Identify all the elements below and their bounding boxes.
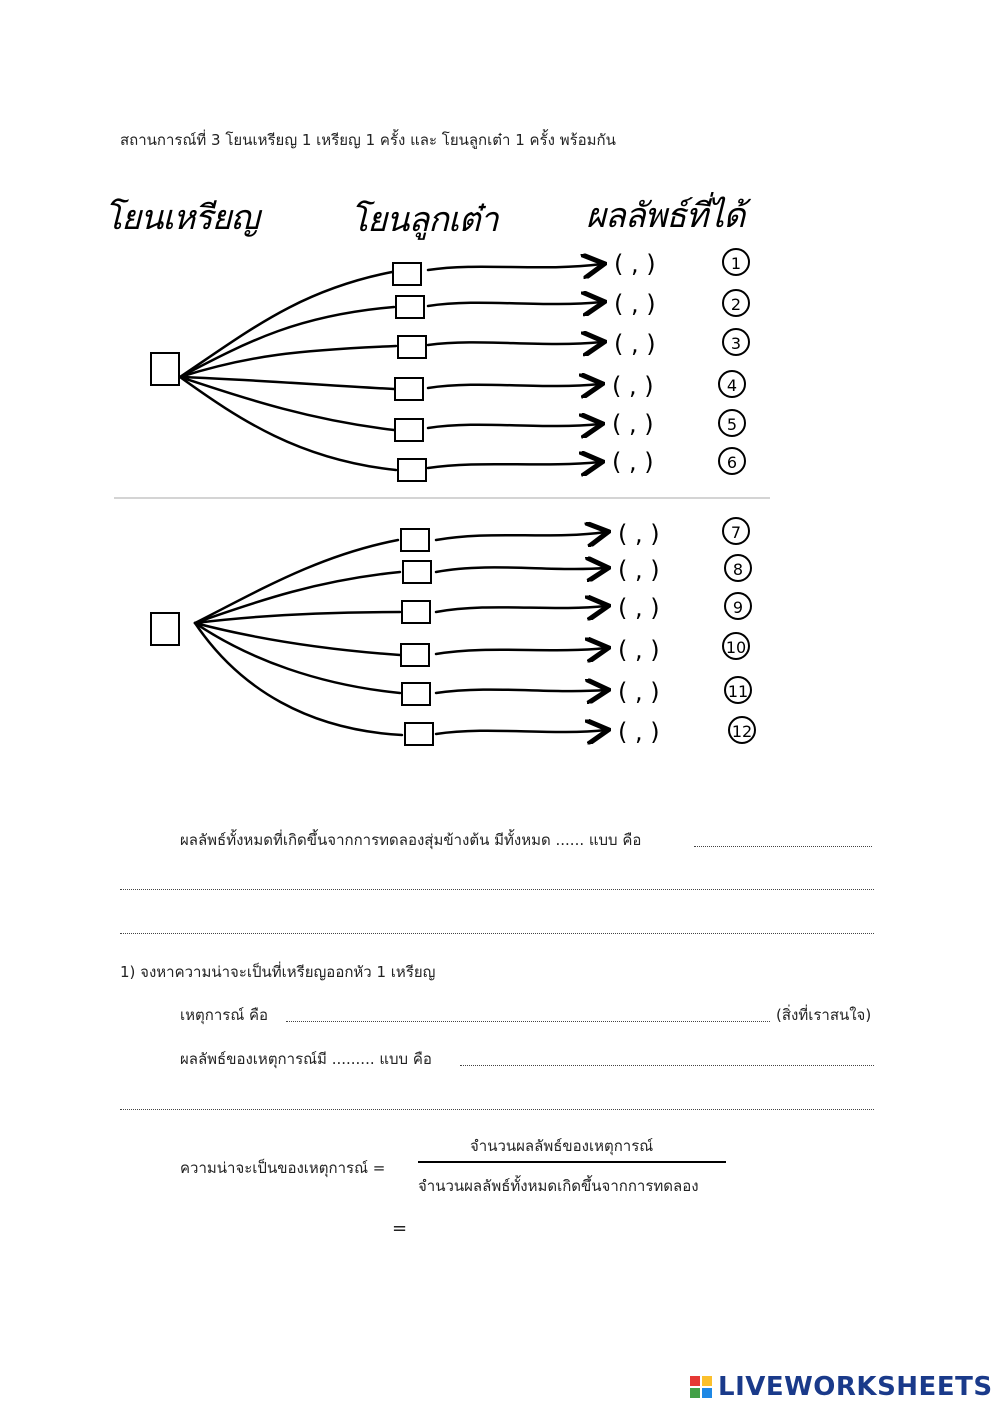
event-outcomes-input[interactable] [460, 1065, 874, 1066]
outcome-number: 8 [724, 554, 752, 582]
coin-answer-box-upper[interactable] [150, 352, 180, 386]
result-pair-11[interactable]: ( , ) [618, 678, 660, 706]
column-dice-heading: โยนลูกเต๋า [350, 200, 498, 240]
event-input[interactable] [286, 1021, 770, 1022]
result-pair-12[interactable]: ( , ) [618, 718, 660, 746]
equals-sign: = [392, 1218, 408, 1239]
dice-answer-box[interactable] [394, 418, 424, 442]
answer-line[interactable] [120, 1109, 874, 1110]
dice-answer-box[interactable] [402, 560, 432, 584]
liveworksheets-logo [690, 1372, 993, 1402]
event-outcomes-label: ผลลัพธ์ของเหตุการณ์มี ......... แบบ คือ [180, 1050, 432, 1068]
all-outcomes-label: ผลลัพธ์ทั้งหมดที่เกิดขึ้นจากการทดลองสุ่มข้างต้น มีทั้งหมด ...... แบบ คือ [180, 831, 642, 849]
event-label: เหตุการณ์ คือ [180, 1006, 269, 1024]
logo-text: LIVEWORKSHEETS [718, 1372, 993, 1402]
outcome-number: 9 [724, 592, 752, 620]
dice-answer-box[interactable] [401, 682, 431, 706]
column-result-heading: ผลลัพธ์ที่ได้ [586, 196, 745, 236]
coin-answer-box-lower[interactable] [150, 612, 180, 646]
outcome-number: 1 [722, 248, 750, 276]
logo-icon [690, 1376, 712, 1398]
fraction-numerator: จำนวนผลลัพธ์ของเหตุการณ์ [470, 1137, 654, 1155]
probability-label: ความน่าจะเป็นของเหตุการณ์ = [180, 1159, 386, 1177]
outcome-number: 3 [722, 328, 750, 356]
dice-answer-box[interactable] [397, 458, 427, 482]
dice-answer-box[interactable] [395, 295, 425, 319]
fraction-bar [418, 1161, 726, 1163]
scenario-title: สถานการณ์ที่ 3 โยนเหรียญ 1 เหรียญ 1 ครั้ง และ โยนลูกเต๋า 1 ครั้ง พร้อมกัน [120, 131, 616, 149]
result-pair-9[interactable]: ( , ) [618, 594, 660, 622]
dice-answer-box[interactable] [404, 722, 434, 746]
column-coin-heading: โยนเหรียญ [104, 198, 259, 238]
outcome-number: 12 [728, 716, 756, 744]
answer-line[interactable] [120, 889, 874, 890]
dice-answer-box[interactable] [397, 335, 427, 359]
all-outcomes-input[interactable] [694, 846, 872, 847]
dice-answer-box[interactable] [401, 600, 431, 624]
outcome-number: 7 [722, 517, 750, 545]
result-pair-2[interactable]: ( , ) [614, 290, 656, 318]
interest-note: (สิ่งที่เราสนใจ) [776, 1006, 872, 1024]
result-pair-10[interactable]: ( , ) [618, 636, 660, 664]
answer-line[interactable] [120, 933, 874, 934]
outcome-number: 6 [718, 447, 746, 475]
question-1: 1) จงหาความน่าจะเป็นที่เหรียญออกหัว 1 เหรียญ [120, 963, 436, 981]
outcome-number: 11 [724, 676, 752, 704]
dice-answer-box[interactable] [400, 528, 430, 552]
result-pair-6[interactable]: ( , ) [612, 448, 654, 476]
result-pair-1[interactable]: ( , ) [614, 250, 656, 278]
result-pair-5[interactable]: ( , ) [612, 410, 654, 438]
outcome-number: 5 [718, 409, 746, 437]
dice-answer-box[interactable] [394, 377, 424, 401]
result-pair-4[interactable]: ( , ) [612, 372, 654, 400]
outcome-number: 10 [722, 632, 750, 660]
outcome-number: 2 [722, 289, 750, 317]
result-pair-7[interactable]: ( , ) [618, 520, 660, 548]
fraction-denominator: จำนวนผลลัพธ์ทั้งหมดเกิดขึ้นจากการทดลอง [418, 1177, 699, 1195]
outcome-number: 4 [718, 370, 746, 398]
result-pair-8[interactable]: ( , ) [618, 556, 660, 584]
dice-answer-box[interactable] [400, 643, 430, 667]
result-pair-3[interactable]: ( , ) [614, 330, 656, 358]
dice-answer-box[interactable] [392, 262, 422, 286]
